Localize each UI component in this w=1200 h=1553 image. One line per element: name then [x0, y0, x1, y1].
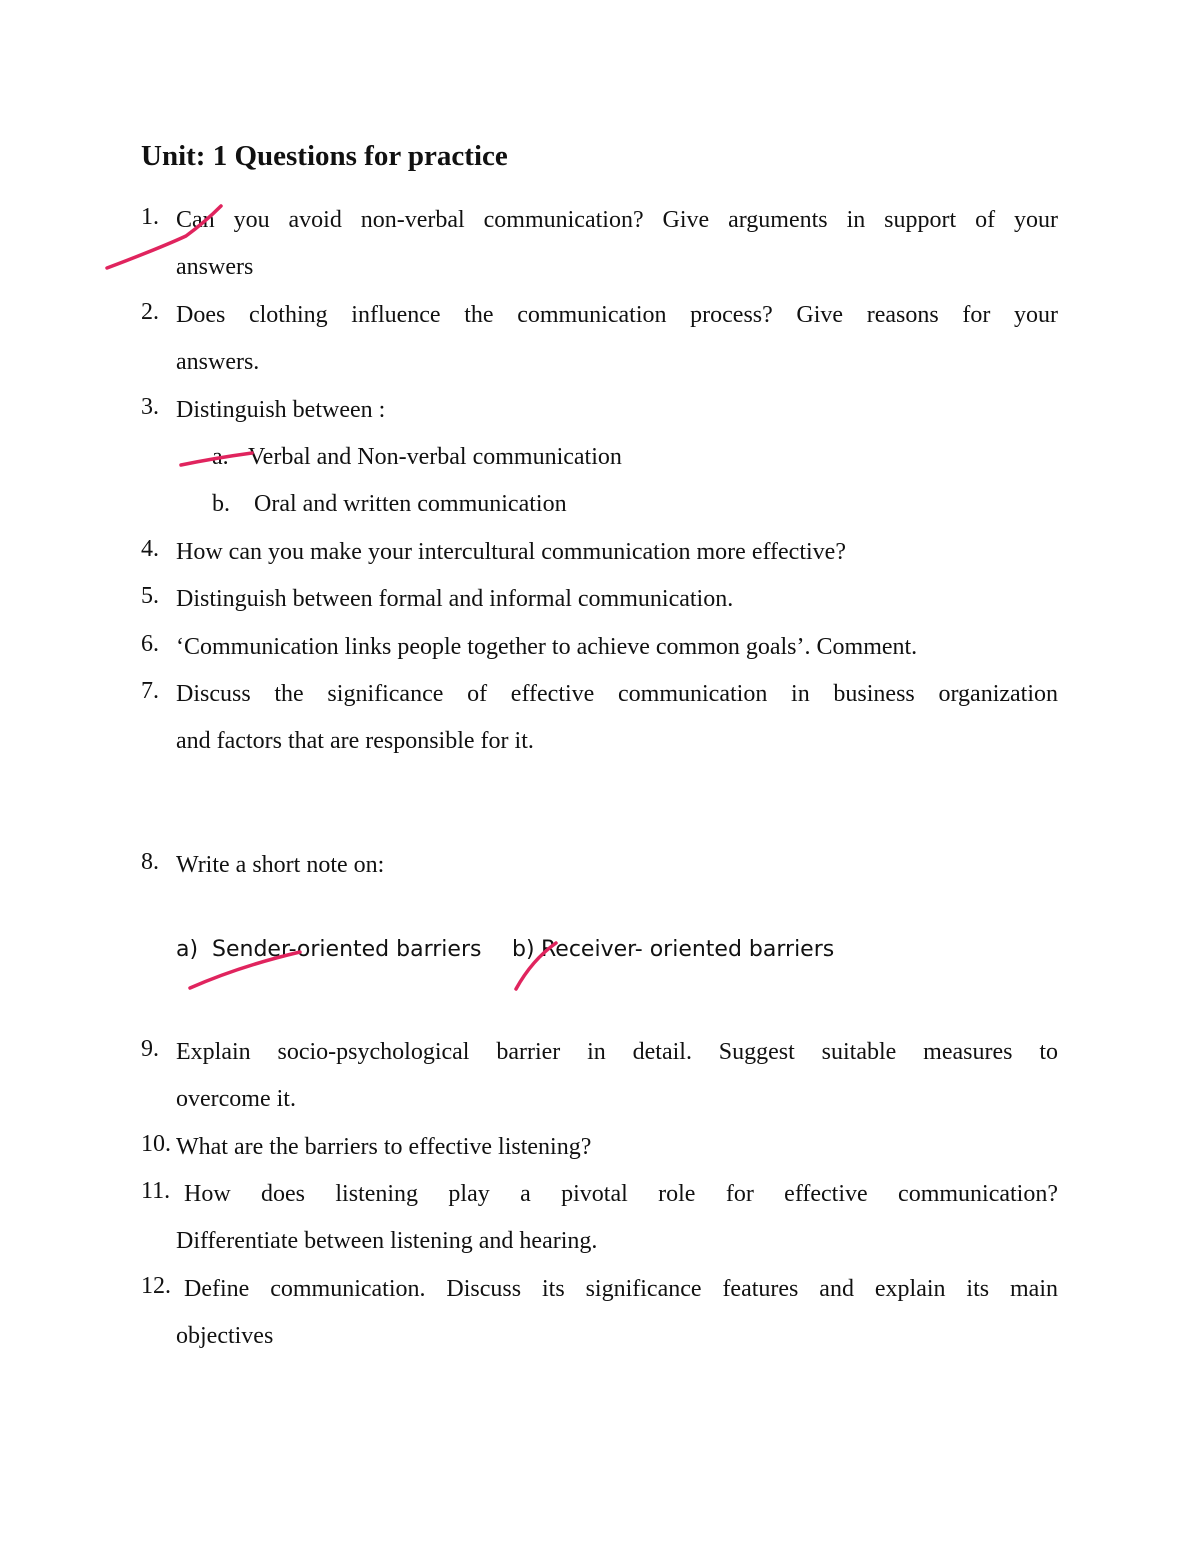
- q3-line-1: Distinguish between :: [176, 397, 386, 423]
- q9-line-2: overcome it.: [176, 1086, 296, 1112]
- q8-sub-a-label: a): [176, 937, 199, 962]
- q3-sub-a-letter: a.: [212, 444, 229, 470]
- q2-line-1: Does clothing influence the communication process? Give reasons for your: [176, 302, 1058, 328]
- q7-line-1: Discuss the significance of effective communication in business organization: [176, 681, 1058, 707]
- q9-number: 9.: [141, 1036, 159, 1062]
- q12-line-1: Define communication. Discuss its significance features and explain its main: [184, 1276, 1058, 1302]
- q6-line-1: [176, 631, 1058, 663]
- q9-line-1: Explain socio-psychological barrier in detail. Suggest suitable measures to: [176, 1039, 1058, 1065]
- q6-quote: ‘Communication links people together to achieve common goals’.: [176, 634, 811, 660]
- page-title: Unit: 1 Questions for practice: [141, 140, 508, 172]
- q8-line-1: Write a short note on:: [176, 852, 385, 878]
- q11-number: 11.: [141, 1178, 171, 1204]
- q4-line-1: How can you make your intercultural communication more effective?: [176, 539, 846, 565]
- q3-sub-b-letter: b.: [212, 491, 230, 517]
- q7-number: 7.: [141, 678, 159, 704]
- q8-sub-a-text: Sender-oriented barriers: [212, 937, 482, 962]
- q10-line-1: What are the barriers to effective listening?: [176, 1134, 592, 1160]
- q3-number: 3.: [141, 394, 159, 420]
- q10-number: 10.: [141, 1131, 171, 1157]
- q11-line-1: How does listening play a pivotal role for effective communication?: [184, 1181, 1058, 1207]
- q11-line-2: Differentiate between listening and hearing.: [176, 1228, 598, 1254]
- q6-number: 6.: [141, 631, 159, 657]
- q8-sub-b-text: Receiver- oriented barriers: [541, 937, 835, 962]
- q5-line-1: Distinguish between formal and informal communication.: [176, 586, 734, 612]
- q2-number: 2.: [141, 299, 159, 325]
- q2-line-2: answers.: [176, 349, 260, 375]
- q5-number: 5.: [141, 583, 159, 609]
- q8-number: 8.: [141, 849, 159, 875]
- q6-comment: Comment.: [810, 634, 918, 660]
- q1-line-1: Can you avoid non-verbal communication? Give arguments in support of your: [176, 207, 1058, 233]
- q12-number: 12.: [141, 1273, 171, 1299]
- q1-line-2: answers: [176, 254, 254, 280]
- q3-sub-b-text: Oral and written communication: [254, 491, 567, 517]
- q1-number: 1.: [141, 204, 159, 230]
- q12-line-2: objectives: [176, 1323, 274, 1349]
- q4-number: 4.: [141, 536, 159, 562]
- q7-line-2: and factors that are responsible for it.: [176, 728, 534, 754]
- q3-sub-a-text: Verbal and Non-verbal communication: [248, 444, 622, 470]
- q8-sub-b-label: b): [512, 937, 535, 962]
